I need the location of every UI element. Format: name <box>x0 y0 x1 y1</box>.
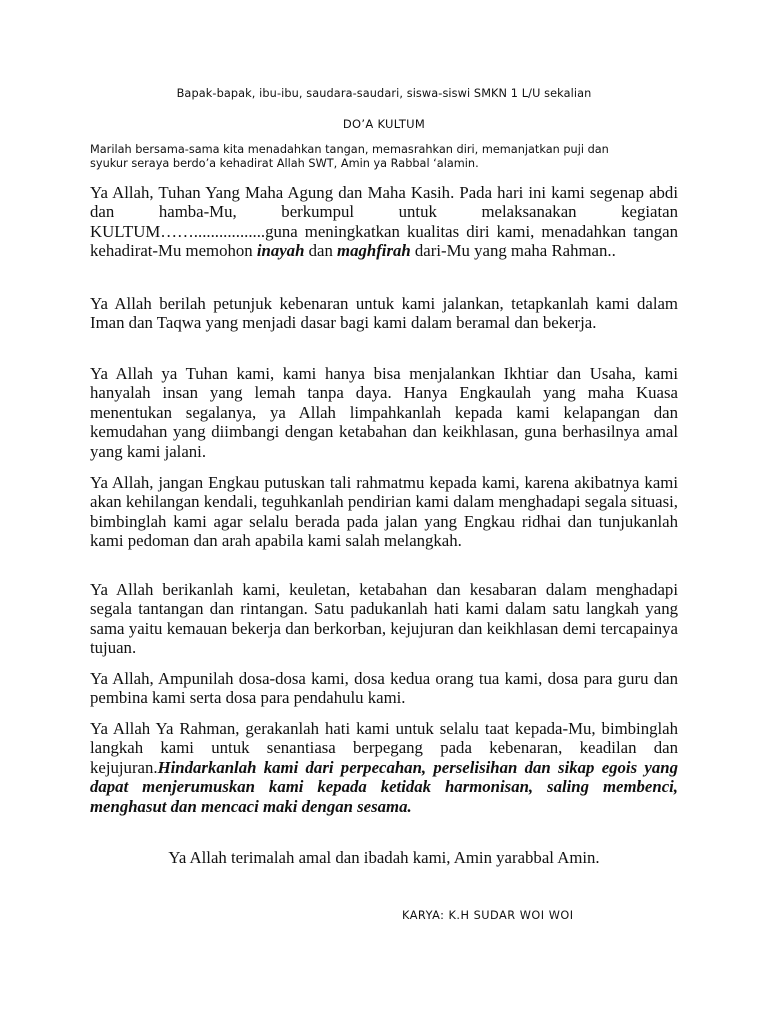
prayer-paragraph-1-text-c: dan <box>304 241 338 261</box>
prayer-paragraph-1-text-e: dari-Mu yang maha Rahman.. <box>410 241 616 261</box>
prayer-paragraph-2: Ya Allah berilah petunjuk kebenaran untuk kami jalankan, tetapkanlah kami dalam Iman dan Taqwa yang menjadi dasar bagi kami dalam beramal dan bekerja. <box>90 294 678 333</box>
author-credit: KARYA: K.H SUDAR WOI WOI <box>402 909 574 922</box>
prayer-paragraph-1-text-a: Ya Allah, Tuhan Yang Maha Agung dan Maha Kasih. Pada hari ini kami segenap abdi dan hamba-Mu, berkumpul untuk melaksanakan kegiatan KULTUM…….................guna meningkatkan kualitas diri kami, menadahkan tangan kehadirat-Mu memohon <box>90 183 678 261</box>
prayer-paragraph-6: Ya Allah, Ampunilah dosa-dosa kami, dosa kedua orang tua kami, dosa para guru dan pembina kami serta dosa para pendahulu kami. <box>90 669 678 708</box>
prayer-paragraph-4: Ya Allah, jangan Engkau putuskan tali rahmatmu kepada kami, karena akibatnya kami akan kehilangan kendali, teguhkanlah pendirian kami dalam menghadapi segala situasi, bimbinglah kami agar selalu berada pada jalan yang Engkau ridhai dan tunjukanlah kami pedoman dan arah apabila kami salah melangkah. <box>90 473 678 551</box>
closing-line: Ya Allah terimalah amal dan ibadah kami, Amin yarabbal Amin. <box>168 848 600 867</box>
term-inayah: inayah <box>256 241 305 261</box>
prayer-paragraph-3: Ya Allah ya Tuhan kami, kami hanya bisa menjalankan Ikhtiar dan Usaha, kami hanyalah insan yang lemah tanpa daya. Hanya Engkaulah yang maha Kuasa menentukan segalanya, ya Allah limpahkanlah kepada kami kelapangan dan kemudahan yang diimbangi dengan ketabahan dan keikhlasan, guna berhasilnya amal yang kami jalani. <box>90 364 678 461</box>
greeting-line: Bapak-bapak, ibu-ibu, saudara-saudari, siswa-siswi SMKN 1 L/U sekalian <box>176 87 592 100</box>
prayer-paragraph-7-text: Ya Allah Ya Rahman, gerakanlah hati kami untuk selalu taat kepada-Mu, bimbinglah langkah kami untuk senantiasa berpegang pada kebenaran, keadilan dan kejujuran. <box>90 719 678 777</box>
prayer-paragraph-7 <box>90 719 678 816</box>
intro-paragraph: Marilah bersama-sama kita menadahkan tangan, memasrahkan diri, memanjatkan puji dan syukur seraya berdo’a kehadirat Allah SWT, Amin ya Rabbal ‘alamin. <box>90 143 609 170</box>
prayer-paragraph-5: Ya Allah berikanlah kami, keuletan, ketabahan dan kesabaran dalam menghadapi segala tantangan dan rintangan. Satu padukanlah hati kami dalam satu langkah yang sama yaitu kemauan bekerja dan berkorban, kejujuran dan keikhlasan demi tercapainya tujuan. <box>90 580 678 658</box>
term-maghfirah: maghfirah <box>337 241 411 261</box>
document-title: DO’A KULTUM <box>342 117 426 131</box>
prayer-paragraph-1 <box>90 183 678 261</box>
prayer-paragraph-7-emphasis: Hindarkanlah kami dari perpecahan, perselisihan dan sikap egois yang dapat menjerumuskan kami kepada ketidak harmonisan, saling membenci, menghasut dan mencaci maki dengan sesama. <box>90 757 678 816</box>
